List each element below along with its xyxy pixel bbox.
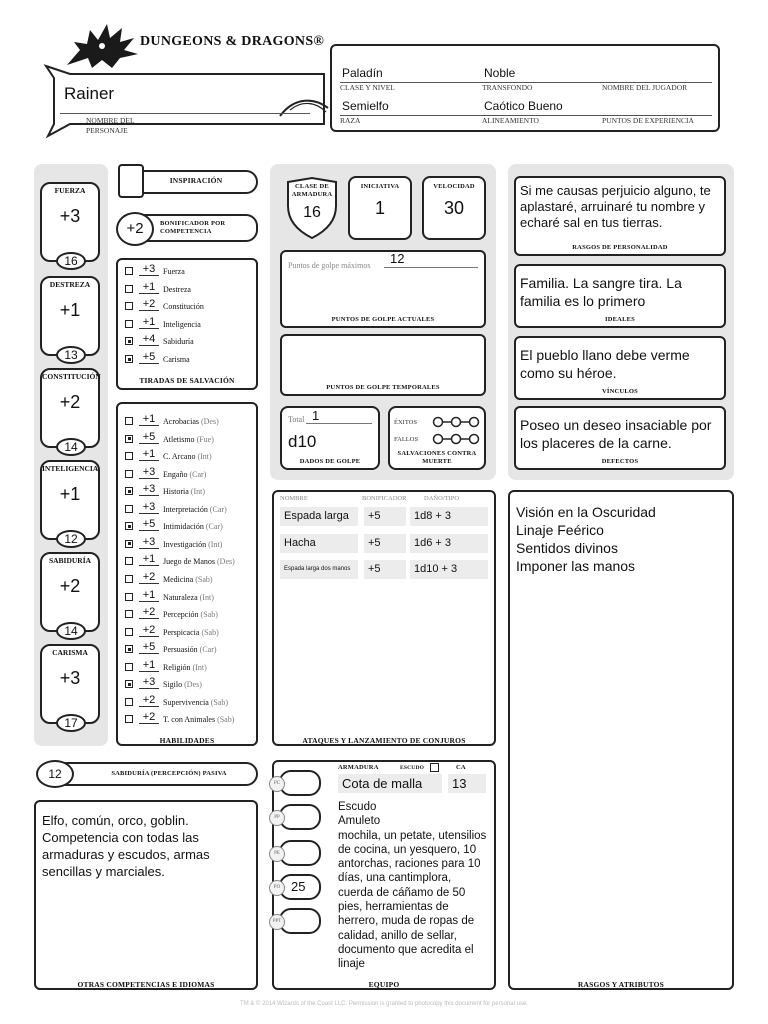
personality-traits-text[interactable]: Si me causas perjuicio alguno, te aplastaré, arruinaré tu nombre y echaré sal en tus tierras. (520, 183, 711, 230)
attack-row-3-damage[interactable]: 1d10 + 3 (410, 560, 488, 579)
race-value[interactable]: Semielfo (342, 99, 389, 113)
experience-label: PUNTOS DE EXPERIENCIA (602, 116, 694, 125)
bonds-label: VÍNCULOS (602, 388, 638, 395)
skill-stat: (Int) (192, 662, 207, 672)
skill-bonus[interactable]: +5 (139, 518, 159, 531)
skill-bonus[interactable]: +5 (139, 641, 159, 654)
hit-dice-value[interactable]: d10 (288, 432, 317, 451)
armor-class-label: CLASE DE ARMADURA (291, 183, 333, 198)
background-label: TRANSFONDO (482, 83, 533, 92)
skill-label: Naturaleza (163, 592, 198, 602)
saving-throw-label: Fuerza (163, 267, 185, 276)
saving-throw-label: Inteligencia (163, 319, 201, 329)
proficiency-checkbox[interactable] (125, 557, 133, 565)
flaws-text[interactable]: Poseo un deseo insaciable por los placeres de la carne. (520, 417, 712, 451)
skill-stat: (Des) (217, 557, 235, 567)
saving-throw-label: Constitución (163, 302, 204, 312)
saving-throw-bonus[interactable]: +1 (139, 316, 159, 329)
skill-bonus[interactable]: +1 (139, 659, 159, 672)
skill-stat: (Car) (189, 469, 207, 479)
skill-stat: (Fue) (196, 434, 214, 444)
skill-label: Investigación (163, 539, 207, 549)
saving-throw-label: Destreza (163, 284, 191, 294)
equipment-text[interactable]: Escudo Amuleto mochila, un petate, utensilios de cocina, un yesquero, 10 antorchas, raciones para 10 días, una cantimplora, cuerda de cáñamo de 50 pies, herramientas de herrero, muda de ropas de calidad, anillo de sellar, documento que acredita el linaje (338, 801, 487, 971)
hit-dice-total-label: Total (288, 415, 305, 424)
footer-copyright: TM & © 2014 Wizards of the Coast LLC. Permission is granted to photocopy this document for personal use. (240, 1001, 528, 1007)
hit-dice-label: DADOS DE GOLPE (299, 458, 361, 465)
attack-row-2-bonus[interactable]: +5 (364, 534, 406, 553)
attacks-col-name: NOMBRE (280, 495, 308, 502)
skill-label: Persuasión (163, 645, 198, 655)
race-label: RAZA (340, 116, 361, 125)
skill-bonus[interactable]: +2 (139, 571, 159, 584)
skill-bonus[interactable]: +2 (139, 711, 159, 724)
ac-label: CA (456, 764, 466, 771)
ability-charisma: CARISMA +3 17 (40, 644, 100, 724)
attack-row-3-bonus[interactable]: +5 (364, 560, 406, 579)
ability-constitution: CONSTITUCIÓN +2 14 (40, 368, 100, 448)
class-level-value[interactable]: Paladín (342, 66, 383, 80)
initiative-value[interactable]: 1 (374, 198, 385, 218)
feature-line-3[interactable]: Sentidos divinos (516, 540, 618, 556)
ability-dexterity: DESTREZA +1 13 (40, 276, 100, 356)
proficiency-checkbox[interactable] (125, 628, 133, 636)
skill-bonus[interactable]: +3 (139, 676, 159, 689)
passive-perception-label: SABIDURÍA (PERCEPCIÓN) PASIVA (111, 770, 227, 777)
skill-stat: (Int) (197, 452, 212, 462)
skill-bonus[interactable]: +2 (139, 606, 159, 619)
game-logo: DUNGEONS & DRAGONS® (140, 34, 325, 49)
proficiency-checkbox[interactable] (125, 435, 133, 443)
feature-line-1[interactable]: Visión en la Oscuridad (516, 504, 656, 520)
skill-label: Engaño (163, 469, 188, 479)
ideals-text[interactable]: Familia. La sangre tira. La familia es lo primero (520, 275, 682, 309)
attack-row-2-damage[interactable]: 1d6 + 3 (410, 534, 488, 553)
speed-label: VELOCIDAD (433, 183, 475, 190)
inspiration-label: INSPIRACIÓN (169, 176, 223, 185)
flaws-label: DEFECTOS (601, 458, 639, 465)
death-save-fail-icon[interactable] (432, 433, 480, 445)
proficiency-checkbox[interactable] (125, 355, 133, 363)
skill-bonus[interactable]: +1 (139, 448, 159, 461)
bonds-text[interactable]: El pueblo llano debe verme como su héroe. (520, 347, 690, 381)
feature-line-4[interactable]: Imponer las manos (516, 558, 636, 574)
skill-label: Interpretación (163, 504, 208, 514)
skill-bonus[interactable]: +5 (139, 431, 159, 444)
skill-bonus[interactable]: +1 (139, 589, 159, 602)
skill-stat: (Car) (205, 522, 223, 532)
wisdom-modifier[interactable]: +2 (59, 576, 81, 596)
features-title: RASGOS Y ATRIBUTOS (577, 980, 665, 989)
intelligence-modifier[interactable]: +1 (59, 484, 81, 504)
proficiency-checkbox[interactable] (125, 285, 133, 293)
hp-max-label: Puntos de golpe máximos (288, 261, 371, 270)
saving-throw-bonus[interactable]: +1 (139, 281, 159, 294)
proficiency-checkbox[interactable] (125, 610, 133, 618)
proficiency-bonus[interactable]: +2 (116, 212, 154, 246)
hp-current-label: PUNTOS DE GOLPE ACTUALES (331, 316, 435, 323)
attacks-col-bonus: BONIFICADOR (362, 495, 407, 502)
armor-value[interactable]: Cota de malla (338, 774, 442, 793)
proficiency-checkbox[interactable] (125, 337, 133, 345)
skills-title: HABILIDADES (159, 736, 215, 745)
wisdom-score[interactable]: 14 (56, 622, 86, 640)
proficiency-checkbox[interactable] (125, 505, 133, 513)
skill-bonus[interactable]: +3 (139, 536, 159, 549)
proficiency-checkbox[interactable] (125, 715, 133, 723)
attack-row-3-name[interactable]: Espada larga dos manos (280, 560, 358, 579)
saving-throw-label: Sabiduría (163, 337, 194, 347)
attacks-title: ATAQUES Y LANZAMIENTO DE CONJUROS (302, 736, 466, 745)
proficiency-checkbox[interactable] (125, 663, 133, 671)
speed-value[interactable]: 30 (443, 198, 465, 218)
other-proficiencies-text[interactable]: Elfo, común, orco, goblin. Competencia con todas las armaduras y escudos, armas sencillas y marciales. (42, 813, 210, 879)
skill-label: Percepción (163, 610, 199, 620)
proficiency-checkbox[interactable] (125, 452, 133, 460)
skill-label: T. con Animales (163, 715, 216, 725)
coin-sp[interactable]: PP (279, 804, 321, 830)
constitution-score[interactable]: 14 (56, 438, 86, 456)
saving-throw-bonus[interactable]: +5 (139, 351, 159, 364)
constitution-modifier[interactable]: +2 (59, 392, 81, 412)
ability-intelligence: INTELIGENCIA +1 12 (40, 460, 100, 540)
background-value[interactable]: Noble (484, 66, 516, 80)
skill-stat: (Sab) (217, 715, 235, 725)
character-name-label: NOMBRE DEL PERSONAJE (86, 116, 135, 135)
saving-throw-bonus[interactable]: +4 (139, 333, 159, 346)
strength-score[interactable]: 16 (56, 252, 86, 270)
strength-modifier[interactable]: +3 (59, 206, 81, 226)
hit-dice-total-value[interactable]: 1 (312, 408, 320, 423)
equipment-title: EQUIPO (368, 980, 400, 989)
proficiency-checkbox[interactable] (125, 698, 133, 706)
shield-label: ESCUDO (400, 765, 425, 771)
dexterity-modifier[interactable]: +1 (59, 300, 81, 320)
attack-row-2-name[interactable]: Hacha (280, 534, 358, 553)
proficiency-checkbox[interactable] (125, 593, 133, 601)
proficiency-checkbox[interactable] (125, 645, 133, 653)
death-save-success-icon[interactable] (432, 416, 480, 428)
proficiency-checkbox[interactable] (125, 320, 133, 328)
ability-strength: FUERZA +3 16 (40, 182, 100, 262)
skill-bonus[interactable]: +3 (139, 483, 159, 496)
proficiency-checkbox[interactable] (125, 575, 133, 583)
skill-bonus[interactable]: +1 (139, 413, 159, 426)
skill-label: Acrobacias (163, 417, 199, 426)
saving-throws-title: TIRADAS DE SALVACIÓN (139, 376, 235, 385)
death-saves-label: SALVACIONES CONTRA MUERTE (397, 450, 477, 465)
skill-stat: (Sab) (201, 627, 219, 637)
shield-checkbox[interactable] (430, 763, 439, 772)
hp-max-value[interactable]: 12 (390, 251, 405, 266)
skill-bonus[interactable]: +3 (139, 501, 159, 514)
coin-ep[interactable]: PE (279, 840, 321, 866)
attack-row-1-damage[interactable]: 1d8 + 3 (410, 507, 488, 526)
death-fail-label: FALLOS (394, 436, 419, 443)
death-success-label: ÉXITOS (394, 419, 417, 426)
skill-label: Supervivencia (163, 697, 209, 707)
proficiency-checkbox[interactable] (125, 487, 133, 495)
skill-label: Medicina (163, 574, 194, 584)
dexterity-score[interactable]: 13 (56, 346, 86, 364)
feature-line-2[interactable]: Linaje Feérico (516, 522, 604, 538)
attacks-col-damage: DAÑO/TIPO (424, 495, 460, 502)
skill-stat: (Car) (209, 504, 227, 514)
coin-cp[interactable]: PC (279, 770, 321, 796)
initiative-label: INICIATIVA (360, 183, 400, 190)
proficiency-label: BONIFICADOR POR COMPETENCIA (160, 220, 226, 235)
saving-throw-label: Carisma (163, 355, 190, 364)
proficiency-checkbox[interactable] (125, 417, 133, 425)
skill-label: Perspicacia (163, 627, 200, 637)
skill-label: Religión (163, 662, 191, 672)
skill-label: Intimidación (163, 522, 204, 532)
player-name-label: NOMBRE DEL JUGADOR (602, 83, 688, 92)
inspiration-checkbox[interactable] (118, 164, 144, 198)
alignment-value[interactable]: Caótico Bueno (484, 99, 563, 113)
attacks-box (272, 490, 496, 746)
skill-label: C. Arcano (163, 452, 196, 462)
charisma-modifier[interactable]: +3 (59, 668, 81, 688)
skill-stat: (Sab) (195, 574, 213, 584)
skill-label: Historia (163, 487, 189, 497)
proficiency-checkbox[interactable] (125, 540, 133, 548)
proficiency-checkbox[interactable] (125, 680, 133, 688)
attack-row-1-bonus[interactable]: +5 (364, 507, 406, 526)
other-proficiencies-title: OTRAS COMPETENCIAS E IDIOMAS (77, 980, 215, 989)
alignment-label: ALINEAMIENTO (482, 116, 539, 125)
skill-stat: (Sab) (200, 610, 218, 620)
skill-stat: (Int) (199, 592, 214, 602)
skill-stat: (Sab) (210, 697, 229, 707)
hp-temp-label: PUNTOS DE GOLPE TEMPORALES (326, 384, 440, 391)
coin-gp[interactable]: PO 25 (279, 874, 321, 900)
personality-traits-label: RASGOS DE PERSONALIDAD (572, 244, 668, 251)
proficiency-checkbox[interactable] (125, 522, 133, 530)
skill-label: Juego de Manos (163, 557, 215, 567)
skill-bonus[interactable]: +1 (139, 553, 159, 566)
coin-pp[interactable]: PPT (279, 908, 321, 934)
proficiency-checkbox[interactable] (125, 470, 133, 478)
skill-stat: (Des) (200, 417, 219, 426)
proficiency-checkbox[interactable] (125, 302, 133, 310)
skill-stat: (Car) (199, 645, 217, 655)
charisma-score[interactable]: 17 (56, 714, 86, 732)
character-name[interactable]: Rainer (64, 84, 115, 103)
armor-class-value[interactable]: 16 (303, 204, 321, 221)
skill-bonus[interactable]: +2 (139, 624, 159, 637)
skill-stat: (Int) (190, 487, 205, 497)
ac-value[interactable]: 13 (448, 774, 486, 793)
skill-stat: (Int) (208, 539, 223, 549)
ideals-label: IDEALES (605, 316, 635, 323)
skill-bonus[interactable]: +3 (139, 466, 159, 479)
passive-perception-value[interactable]: 12 (36, 760, 74, 788)
skill-label: Atletismo (163, 434, 195, 444)
saving-throw-bonus[interactable]: +2 (139, 298, 159, 311)
skill-bonus[interactable]: +2 (139, 694, 159, 707)
skill-stat: (Des) (184, 680, 202, 690)
proficiency-checkbox[interactable] (125, 267, 133, 275)
intelligence-score[interactable]: 12 (56, 530, 86, 548)
class-level-label: CLASE Y NIVEL (340, 83, 395, 92)
saving-throw-bonus[interactable]: +3 (139, 263, 159, 276)
skill-label: Sigilo (163, 680, 183, 690)
ability-wisdom: SABIDURÍA +2 14 (40, 552, 100, 632)
armor-label: ARMADURA (338, 764, 379, 771)
attack-row-1-name[interactable]: Espada larga (280, 507, 358, 526)
